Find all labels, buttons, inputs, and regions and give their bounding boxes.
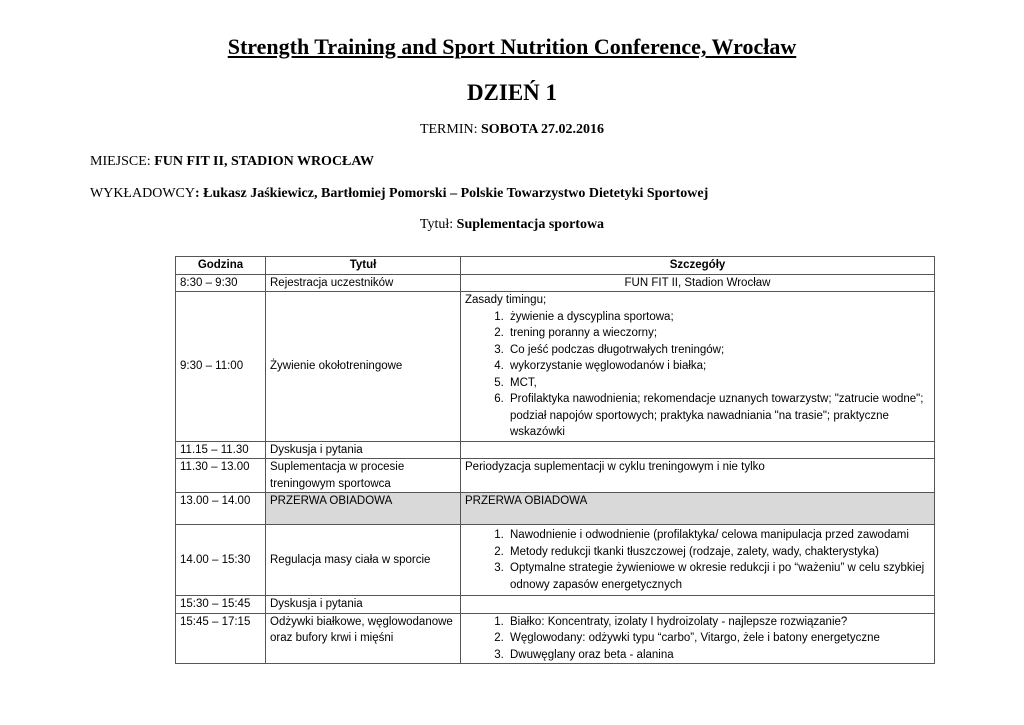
row-title: Dyskusja i pytania	[266, 441, 461, 459]
agenda-table	[175, 256, 935, 664]
row-time: 13.00 – 14.00	[176, 493, 266, 525]
list-item: 2. Metody redukcji tkanki tłuszczowej (rodzaje, zalety, wady, chakterystyka)	[507, 544, 930, 561]
row-title: Dyskusja i pytania	[266, 596, 461, 614]
termin-label: TERMIN:	[419, 122, 481, 137]
row-time: 8:30 – 9:30	[176, 274, 266, 292]
miejsce-line	[90, 154, 374, 170]
row-title: Regulacja masy ciała w sporcie	[266, 525, 461, 596]
row-title: PRZERWA OBIADOWA	[266, 493, 461, 525]
details-list	[465, 614, 930, 664]
details-list	[465, 527, 930, 593]
tytul-line	[0, 217, 1024, 233]
table-row	[176, 525, 935, 596]
details-intro: Zasady timingu;	[465, 294, 547, 306]
list-item: 3. Optymalne strategie żywieniowe w okresie redukcji i po “ważeniu” w celu szybkiej odnowy zapasów energetycznych	[507, 560, 930, 593]
table-row	[176, 292, 935, 442]
tytul-label: Tytuł:	[419, 217, 457, 232]
row-details: FUN FIT II, Stadion Wrocław	[461, 274, 935, 292]
row-details	[461, 441, 935, 459]
table-row	[176, 459, 935, 493]
row-time: 15:45 – 17:15	[176, 613, 266, 664]
list-item: 2. Węglowodany: odżywki typu “carbo”, Vitargo, żele i batony energetyczne	[507, 630, 930, 647]
miejsce-value: FUN FIT II, STADION WROCŁAW	[154, 154, 374, 169]
row-title: Rejestracja uczestników	[266, 274, 461, 292]
row-time: 14.00 – 15:30	[176, 525, 266, 596]
table-row	[176, 613, 935, 664]
row-details: Periodyzacja suplementacji w cyklu treningowym i nie tylko	[461, 459, 935, 493]
row-title: Żywienie okołotreningowe	[266, 292, 461, 442]
table-row	[176, 441, 935, 459]
row-time: 11.15 – 11.30	[176, 441, 266, 459]
list-item: 4. wykorzystanie węglowodanów i białka;	[507, 358, 930, 375]
tytul-value: Suplementacja sportowa	[456, 217, 605, 232]
table-row-break	[176, 493, 935, 525]
row-details	[461, 596, 935, 614]
list-item: 6. Profilaktyka nawodnienia; rekomendacje uznanych towarzystw; "zatrucie wodne"; podział napojów sportowych; praktyka nawadniania "na trasie"; praktyczne wskazówki	[507, 391, 930, 441]
list-item: 1. Białko: Koncentraty, izolaty I hydroizolaty - najlepsze rozwiązanie?	[507, 614, 930, 631]
header-tytul: Tytuł	[266, 257, 461, 275]
table-header-row	[176, 257, 935, 275]
list-item: 1. żywienie a dyscyplina sportowa;	[507, 309, 930, 326]
row-time: 9:30 – 11:00	[176, 292, 266, 442]
row-details: PRZERWA OBIADOWA	[461, 493, 935, 525]
termin-value: SOBOTA 27.02.2016	[481, 122, 605, 137]
list-item: 3. Co jeść podczas długotrwałych treningów;	[507, 342, 930, 359]
list-item: 1. Nawodnienie i odwodnienie (profilaktyka/ celowa manipulacja przed zawodami	[507, 527, 930, 544]
row-title: Suplementacja w procesie treningowym sportowca	[266, 459, 461, 493]
row-details	[461, 292, 935, 442]
list-item: 3. Dwuwęglany oraz beta - alanina	[507, 647, 930, 664]
details-list	[465, 309, 930, 441]
miejsce-label: MIEJSCE:	[90, 154, 155, 169]
row-time: 11.30 – 13.00	[176, 459, 266, 493]
header-godzina: Godzina	[176, 257, 266, 275]
row-details	[461, 525, 935, 596]
list-item: 5. MCT,	[507, 375, 930, 392]
wykladowcy-value: : Łukasz Jaśkiewicz, Bartłomiej Pomorski – Polskie Towarzystwo Dietetyki Sportowej	[194, 186, 709, 201]
wykladowcy-line	[90, 186, 708, 202]
day-heading: DZIEŃ 1	[466, 80, 558, 105]
document-title: Strength Training and Sport Nutrition Conference, Wrocław	[227, 34, 797, 59]
row-time: 15:30 – 15:45	[176, 596, 266, 614]
table-row	[176, 274, 935, 292]
header-szczegoly: Szczegóły	[461, 257, 935, 275]
table-row	[176, 596, 935, 614]
termin-line	[0, 122, 1024, 138]
row-details	[461, 613, 935, 664]
wykladowcy-label: WYKŁADOWCY	[90, 186, 195, 201]
row-title: Odżywki białkowe, węglowodanowe oraz bufory krwi i mięśni	[266, 613, 461, 664]
list-item: 2. trening poranny a wieczorny;	[507, 325, 930, 342]
